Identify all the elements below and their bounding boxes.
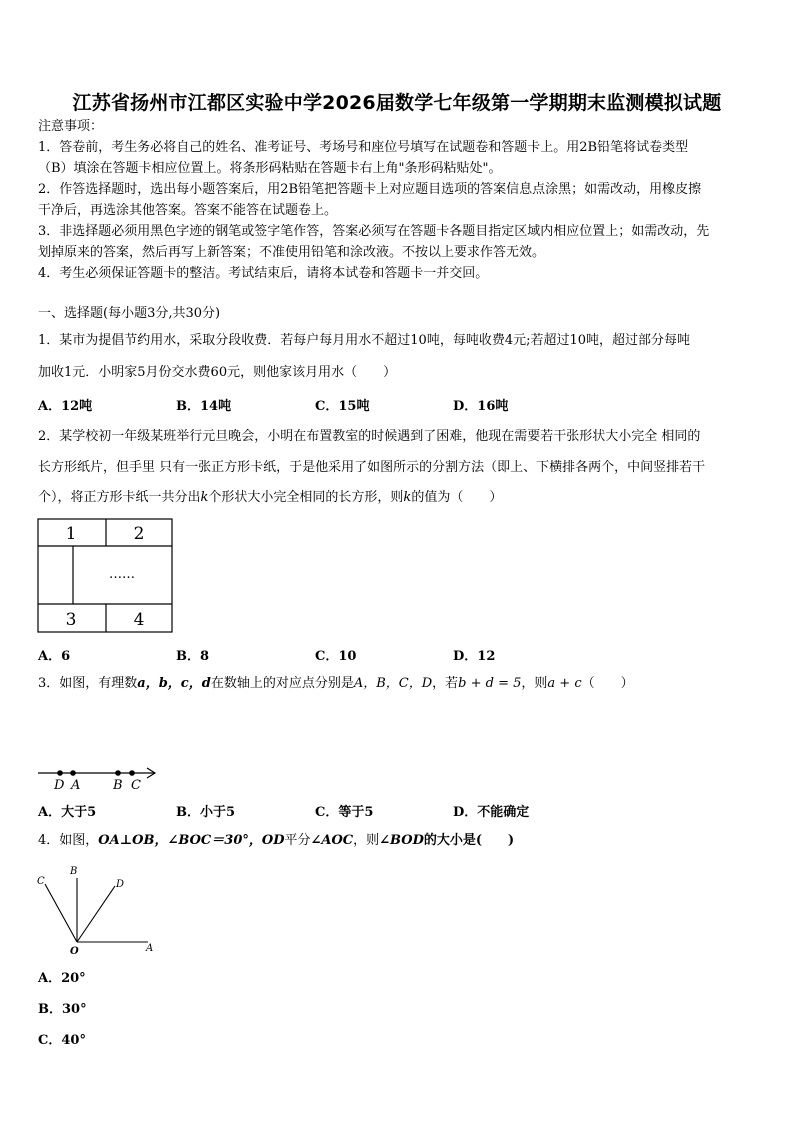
point-b [115,770,121,776]
label-c: C [37,876,45,887]
q4-math: OA⊥OB，∠BOC＝30°，OD [98,833,285,848]
point-d [57,770,63,776]
note-line: 2．作答选择题时，选出每小题答案后，用2B铅笔把答题卡上对应题目选项的答案信息点涂黑；如需改动，用橡皮擦 [38,182,702,197]
q3-points: A，B，C，D [353,676,433,691]
q3-text [38,675,758,693]
note-line: （B）填涂在答题卡相应位置上。将条形码粘贴在答题卡右上角"条形码粘贴处"。 [38,161,502,176]
label-d: D [116,879,125,890]
q2-option-d[interactable]: D．12 [453,649,496,664]
middle-dots: …… [109,567,135,582]
q3-text-part: （ ） [581,676,634,691]
section-heading: 一、选择题(每小题3分,共30分) [38,306,221,321]
q3-text-part: ，则 [521,676,548,691]
q4-text [38,832,758,850]
note-line: 划掉原来的答案，然后再写上新答案；不准使用铅笔和涂改液。不按以上要求作答无效。 [38,245,546,260]
q1-option-d[interactable]: D．16吨 [453,399,509,414]
q1-text-line2: 加收1元．小明家5月份交水费60元，则他家该月用水（ ） [38,365,397,380]
q2-option-a[interactable]: A．6 [38,649,71,664]
q3-condition: b + d = 5 [458,676,522,691]
note-line: 4．考生必须保证答题卡的整洁。考试结束后，请将本试卷和答题卡一并交回。 [38,266,489,281]
q2-square-figure [37,518,175,634]
q4-text-part: 4．如图， [38,833,99,848]
q2-text-part: 个），将正方形卡纸一共分出 [38,490,201,505]
q3-ask: a + c [547,676,582,691]
label-c: C [131,778,141,793]
point-a [70,770,76,776]
q4-math: ∠AOC [310,833,354,848]
note-line: 3．非选择题必须用黑色字迹的钢笔或签字笔作答，答案必须写在答题卡各题目指定区域内相应位置上；如需改动，先 [38,224,710,239]
ray-oc [45,884,77,942]
q1-options [38,395,758,413]
point-c [129,770,135,776]
q1-option-a[interactable]: A．12吨 [38,399,93,414]
q2-var-k: k [200,490,209,505]
label-a: A [71,778,81,793]
q4-text-part: 的大小是( ) [423,833,515,848]
q3-options [38,801,758,819]
note-line: 干净后，再选涂其他答案。答案不能答在试题卷上。 [38,203,338,218]
page-title: 江苏省扬州市江都区实验中学2026届数学七年级第一学期期末监测模拟试题 [72,92,722,114]
rect-label-1: 1 [65,524,77,544]
q2-option-c[interactable]: C．10 [315,649,357,664]
q3-text-part: 3．如图，有理数 [38,676,138,691]
rect-label-4: 4 [133,610,145,630]
q2-text-part: 的值为（ ） [411,490,503,505]
q3-number-line [36,764,160,794]
q4-math: ∠BOD [379,833,424,848]
q1-option-b[interactable]: B．14吨 [176,399,232,414]
label-o: O [70,946,79,957]
note-line: 1．答卷前，考生务必将自己的姓名、准考证号、考场号和座位号填写在试题卷和答题卡上。用2B铅笔将试卷类型 [38,140,689,155]
q2-option-b[interactable]: B．8 [176,649,210,664]
q2-text-part: 个形状大小完全相同的长方形，则 [208,490,404,505]
rect-label-2: 2 [133,524,145,544]
label-a: A [146,943,154,954]
q4-option-c[interactable]: C．40° [38,1033,86,1048]
q4-option-a[interactable]: A．20° [38,971,86,986]
q4-text-part: ，则 [353,833,380,848]
q2-text-line3 [38,489,758,507]
q3-option-d[interactable]: D．不能确定 [453,805,530,820]
ray-od [77,886,115,942]
q3-option-a[interactable]: A．大于5 [38,805,97,820]
q1-text-line1: 1．某市为提倡节约用水，采取分段收费．若每户每月用水不超过10吨，每吨收费4元;若超过10吨，超过部分每吨 [38,333,691,348]
q2-var-k: k [403,490,412,505]
square-outline [38,519,172,632]
label-d: D [54,778,65,793]
q3-option-b[interactable]: B．小于5 [176,805,236,820]
q3-option-c[interactable]: C．等于5 [315,805,374,820]
q4-text-part: 平分 [284,833,311,848]
q4-angle-figure [33,862,158,957]
q2-text-line1: 2．某学校初一年级某班举行元旦晚会，小明在布置教室的时候遇到了困难，他现在需要若干张形状大小完全 相同的 [38,429,701,444]
label-b: B [70,866,78,877]
q1-option-c[interactable]: C．15吨 [315,399,370,414]
q3-vars: a，b，c，d [137,676,211,691]
q3-text-part: ，若 [432,676,459,691]
label-b: B [113,778,123,793]
notes-heading: 注意事项： [38,119,104,134]
q3-text-part: 在数轴上的对应点分别是 [210,676,354,691]
q2-options [38,645,758,663]
q4-option-b[interactable]: B．30° [38,1002,87,1017]
rect-label-3: 3 [65,610,77,630]
q2-text-line2: 长方形纸片，但手里 只有一张正方形卡纸，于是他采用了如图所示的分割方法（即上、下横排各两个，中间竖排若干 [38,460,706,475]
